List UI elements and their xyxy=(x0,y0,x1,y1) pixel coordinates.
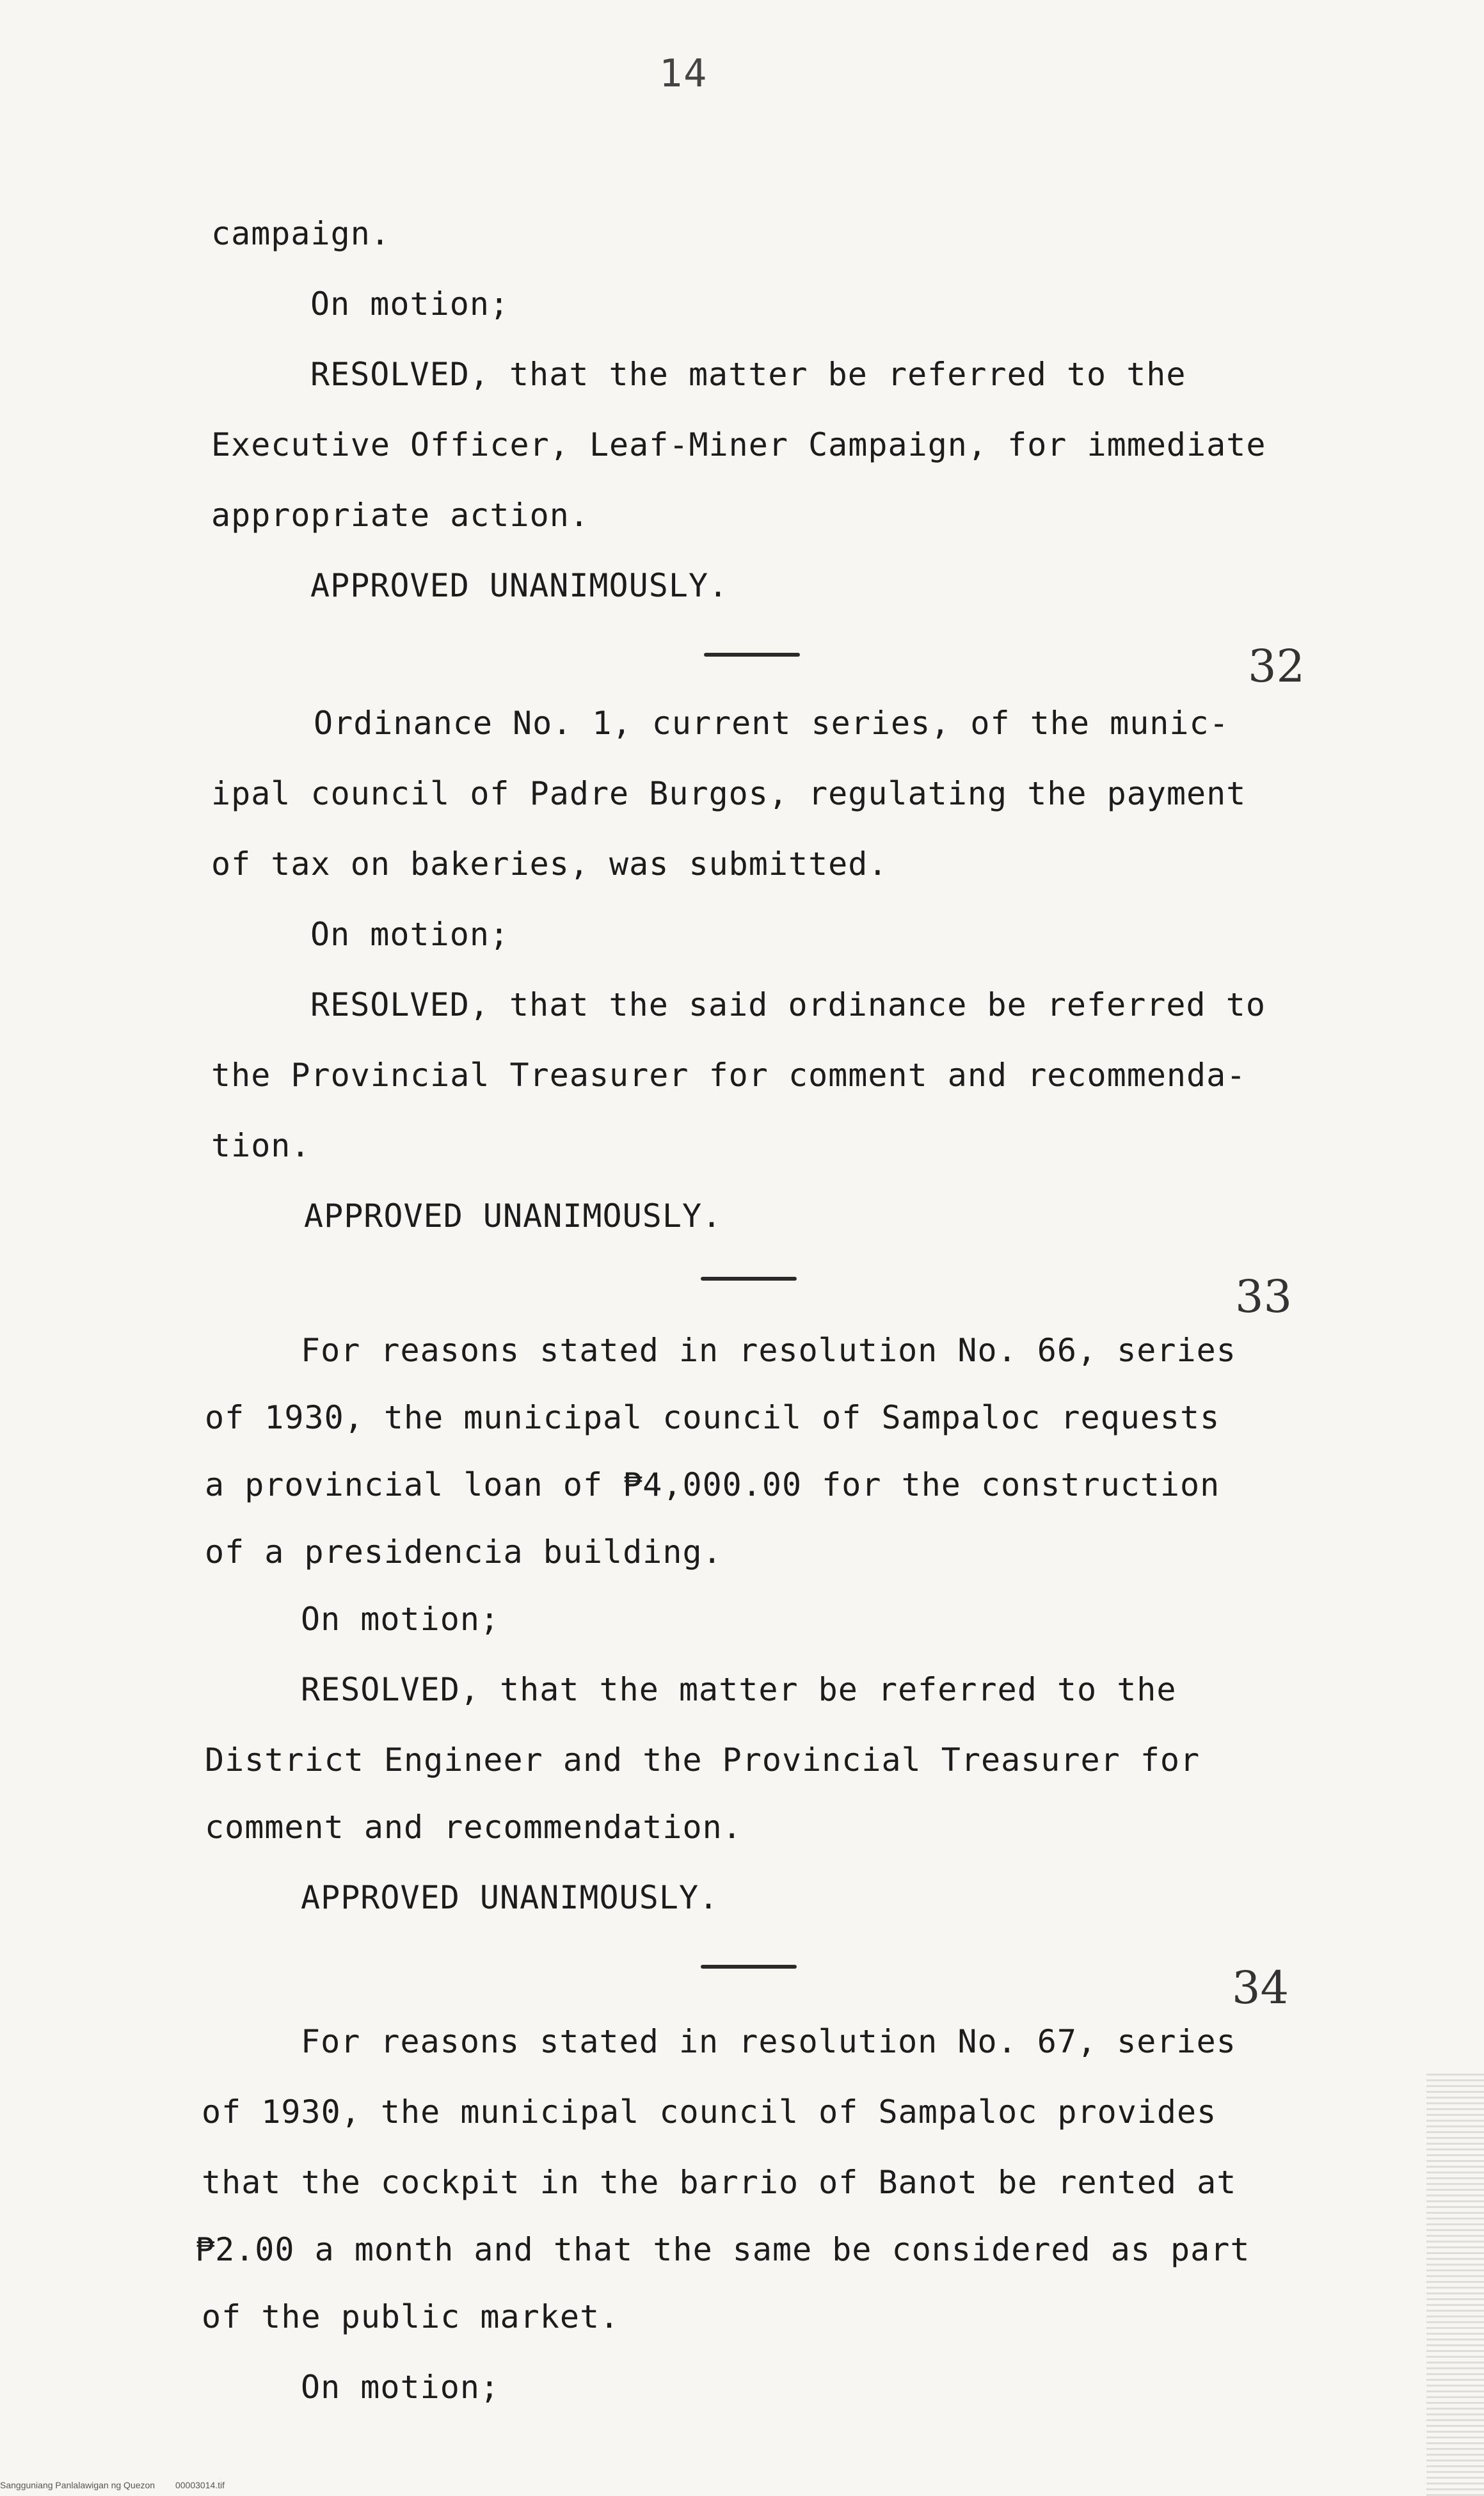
text-line: RESOLVED, that the said ordinance be referred to xyxy=(310,986,1266,1023)
footer-filename: 00003014.tif xyxy=(175,2480,225,2490)
text-line: RESOLVED, that the matter be referred to the xyxy=(301,1671,1177,1708)
text-line: APPROVED UNANIMOUSLY. xyxy=(301,1879,719,1916)
text-line: of tax on bakeries, was submitted. xyxy=(211,845,888,883)
margin-number: 33 xyxy=(1235,1270,1293,1323)
text-line: On motion; xyxy=(301,1601,500,1638)
section-divider xyxy=(704,653,800,657)
text-line: appropriate action. xyxy=(211,497,589,534)
text-line: For reasons stated in resolution No. 67, series xyxy=(301,2023,1236,2060)
text-line: For reasons stated in resolution No. 66, series xyxy=(301,1332,1236,1369)
scan-footer xyxy=(0,2480,243,2490)
text-line: Executive Officer, Leaf-Miner Campaign, for immediate xyxy=(211,426,1266,463)
text-line: comment and recommendation. xyxy=(205,1809,742,1846)
page-number: 14 xyxy=(659,51,708,96)
text-line: that the cockpit in the barrio of Banot be rented at xyxy=(202,2164,1237,2201)
text-line: tion. xyxy=(211,1127,311,1164)
scan-noise xyxy=(1426,2074,1484,2496)
text-line: campaign. xyxy=(211,215,390,252)
text-line: APPROVED UNANIMOUSLY. xyxy=(304,1197,722,1235)
text-line: District Engineer and the Provincial Treasurer for xyxy=(205,1741,1201,1779)
text-line: a provincial loan of ₱4,000.00 for the construction xyxy=(205,1466,1220,1503)
text-line: of a presidencia building. xyxy=(205,1533,722,1571)
text-line: On motion; xyxy=(301,2369,500,2406)
text-line: On motion; xyxy=(310,916,510,953)
margin-number: 32 xyxy=(1248,640,1305,692)
margin-number: 34 xyxy=(1232,1962,1289,2014)
text-line: Ordinance No. 1, current series, of the munic- xyxy=(314,705,1229,742)
text-line: ipal council of Padre Burgos, regulating the payment xyxy=(211,775,1247,812)
text-line: the Provincial Treasurer for comment and recommenda- xyxy=(211,1057,1247,1094)
text-line: RESOLVED, that the matter be referred to the xyxy=(310,356,1186,393)
text-line: On motion; xyxy=(310,285,510,323)
text-line: ₱2.00 a month and that the same be considered as part xyxy=(195,2231,1250,2268)
footer-source: Sangguniang Panlalawigan ng Quezon xyxy=(0,2480,156,2490)
text-line: APPROVED UNANIMOUSLY. xyxy=(310,567,729,604)
text-line: of 1930, the municipal council of Sampaloc requests xyxy=(205,1399,1220,1436)
section-divider xyxy=(701,1277,797,1281)
section-divider xyxy=(701,1965,797,1969)
text-line: of 1930, the municipal council of Sampaloc provides xyxy=(202,2093,1217,2131)
text-line: of the public market. xyxy=(202,2298,620,2335)
